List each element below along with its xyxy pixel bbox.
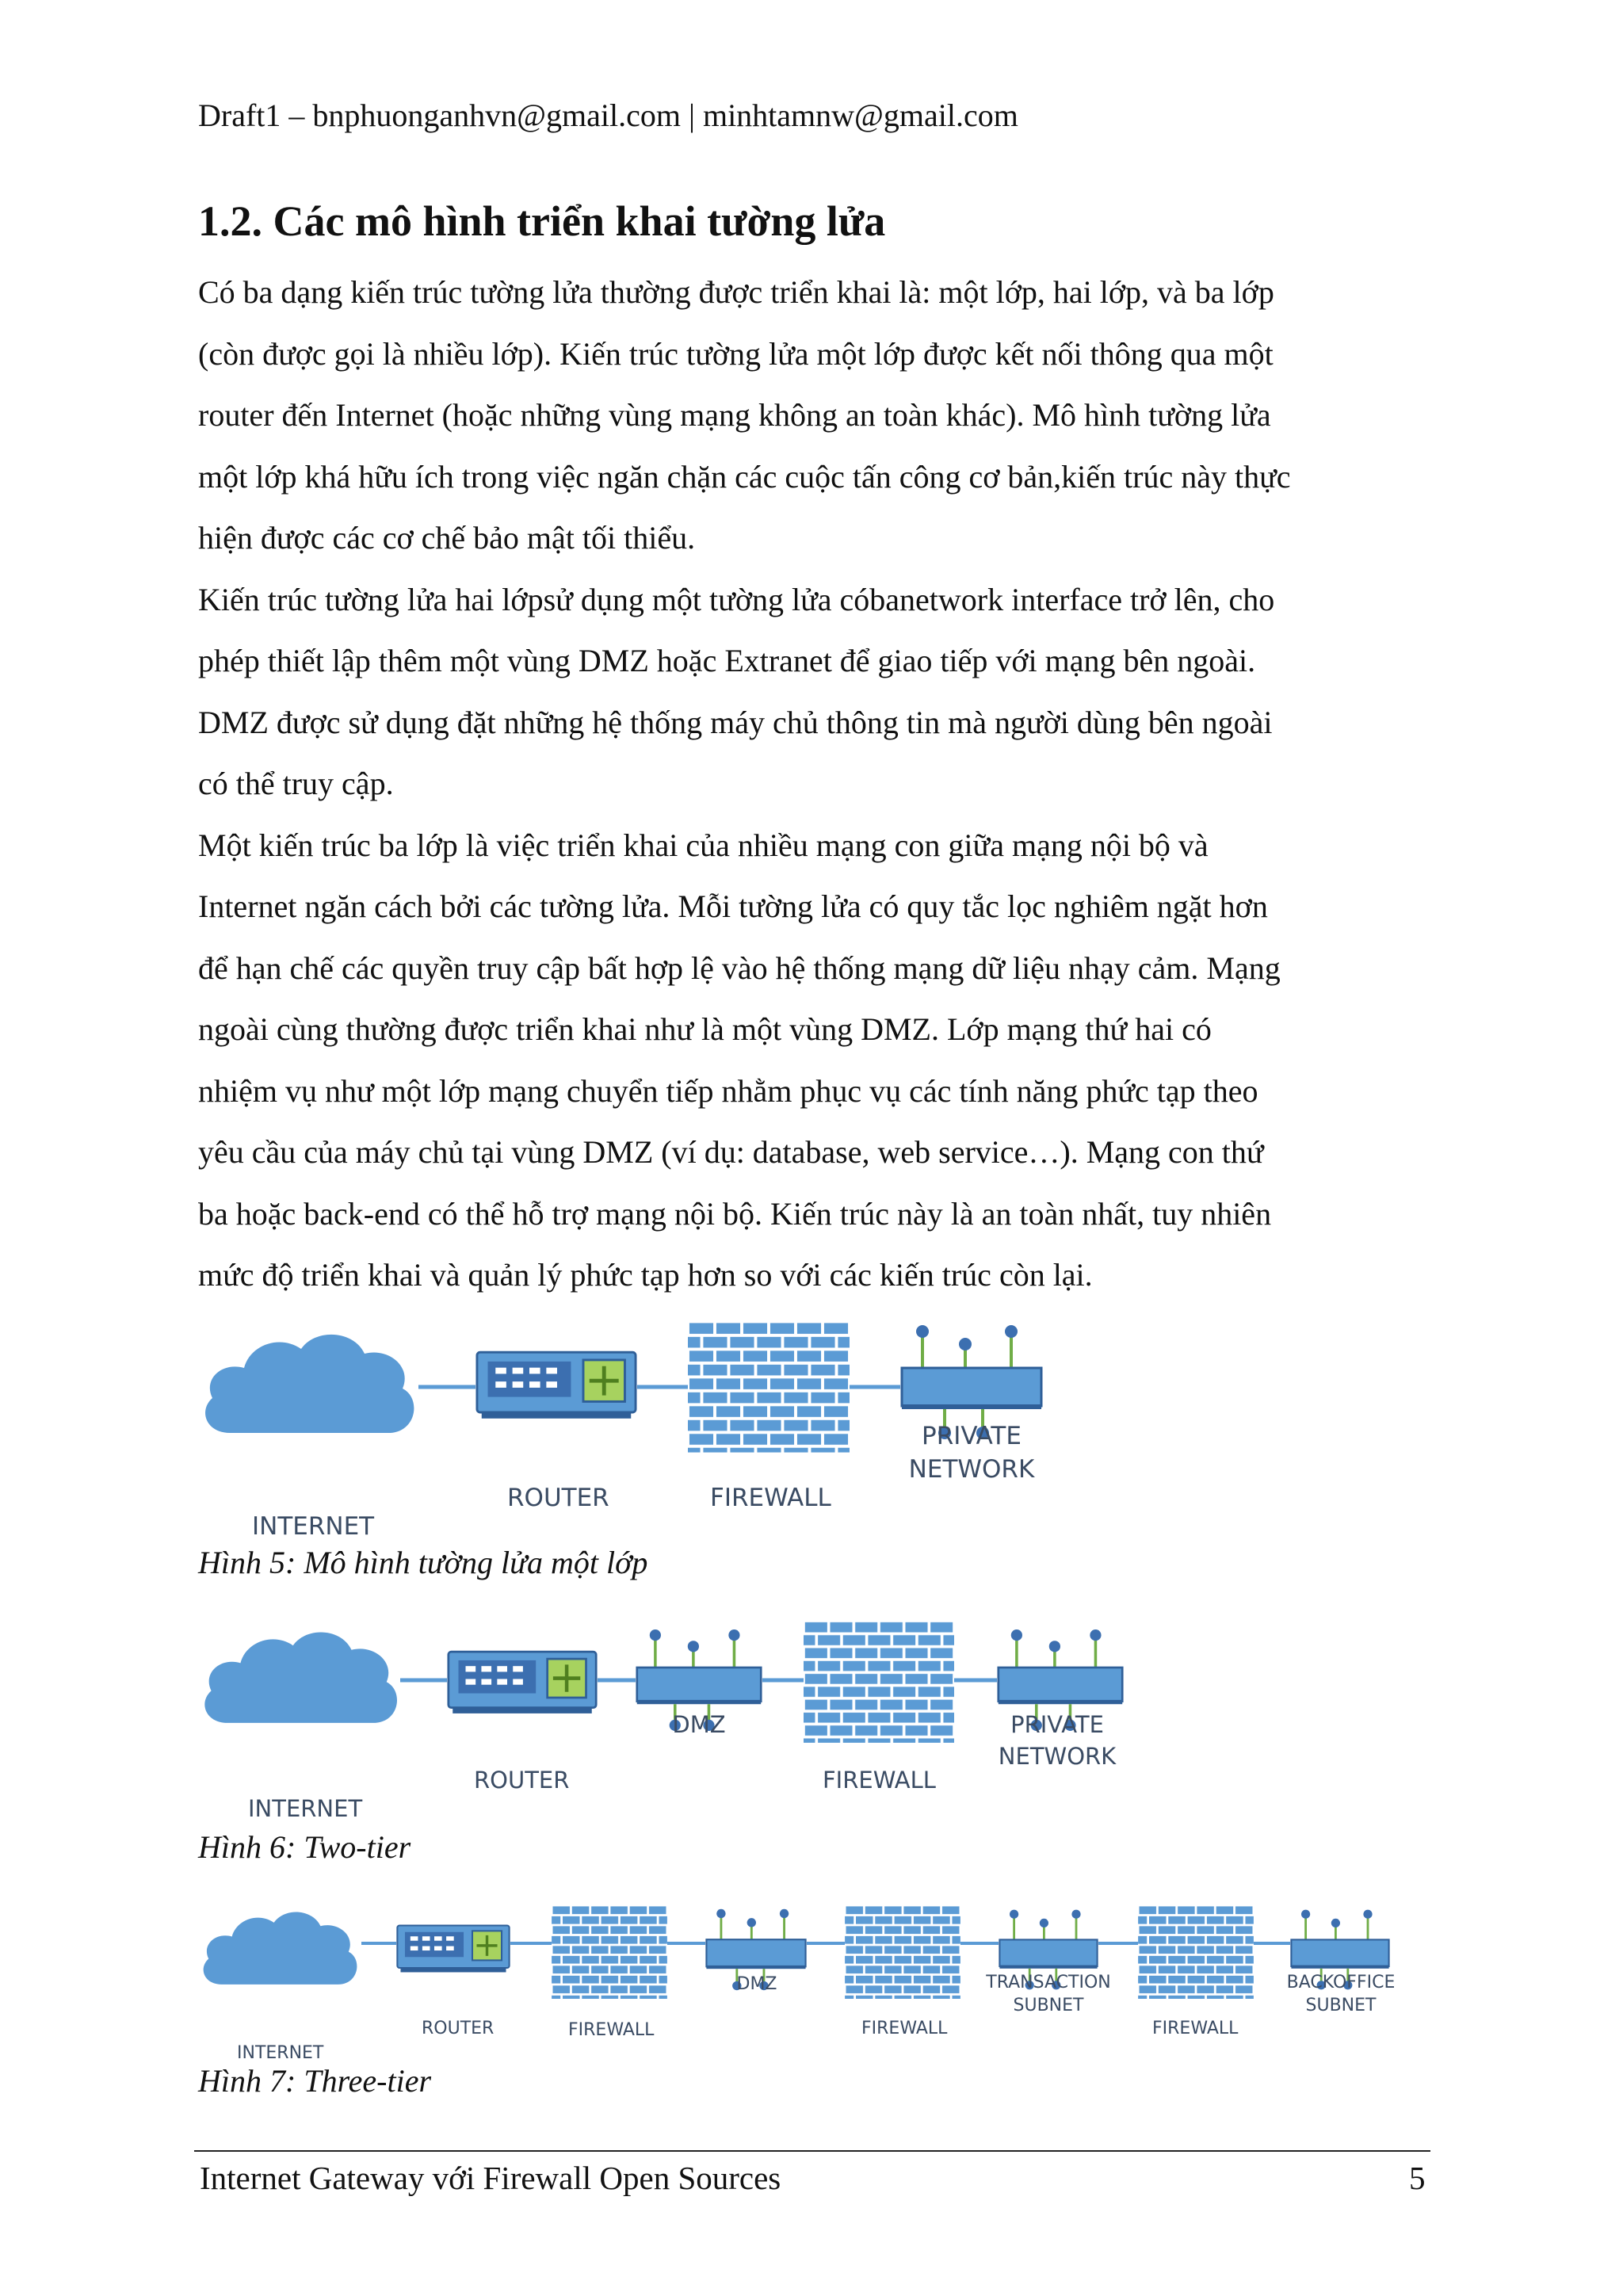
label-backoffice-subnet: SUBNET [1305,1996,1377,2015]
cloud-icon [204,1633,397,1723]
router-icon [397,1926,509,1973]
label-transaction-subnet: SUBNET [1013,1996,1084,2015]
router-icon [477,1352,636,1419]
body-line: có thể truy cập. [198,766,394,801]
figure5-caption: Hình 5: Mô hình tường lửa một lớp [198,1545,648,1580]
body-line: hiện được các cơ chế bảo mật tối thiểu. [198,520,696,556]
label-router: ROUTER [507,1484,609,1512]
footer-title: Internet Gateway với Firewall Open Sources [200,2160,781,2196]
firewall-icon [804,1621,954,1743]
cloud-icon [204,1912,357,1985]
body-line: ngoài cùng thường được triển khai như là một vùng DMZ. Lớp mạng thứ hai có [198,1011,1212,1047]
section-title: 1.2. Các mô hình triển khai tường lửa [198,197,886,245]
label-firewall: FIREWALL [1152,2019,1239,2038]
label-network: NETWORK [998,1743,1117,1770]
body-line: (còn được gọi là nhiều lớp). Kiến trúc tường lửa một lớp được kết nối thông qua một [198,335,1274,372]
label-private: PRIVATE [1010,1711,1104,1738]
body-line: phép thiết lập thêm một vùng DMZ hoặc Extranet để giao tiếp với mạng bên ngoài. [198,643,1256,678]
firewall-icon [552,1905,667,1999]
page-header: Draft1 – bnphuonganhvn@gmail.com | minhtamnw@gmail.com [198,97,1018,133]
body-text [198,262,1434,1306]
label-firewall: FIREWALL [823,1767,936,1794]
label-private: PRIVATE [922,1422,1022,1450]
label-backoffice: BACKOFFICE [1286,1973,1396,1992]
firewall-icon [688,1321,850,1452]
body-line: để hạn chế các quyền truy cập bất hợp lệ vào hệ thống mạng dữ liệu nhạy cảm. Mạng [198,949,1281,986]
figure-two-tier [0,1609,1623,1847]
firewall-icon [845,1905,960,1999]
label-dmz: DMZ [736,1974,777,1994]
label-dmz: DMZ [672,1711,726,1738]
body-line: ba hoặc back-end có thể hỗ trợ mạng nội bộ. Kiến trúc này là an toàn nhất, tuy nhiên [198,1195,1272,1232]
label-firewall: FIREWALL [861,2019,948,2038]
label-firewall: FIREWALL [710,1484,831,1512]
label-transaction: TRANSACTION [986,1973,1111,1992]
firewall-icon [1138,1905,1254,1999]
body-line: Một kiến trúc ba lớp là việc triển khai của nhiều mạng con giữa mạng nội bộ và [198,827,1209,863]
body-line: router đến Internet (hoặc những vùng mạng không an toàn khác). Mô hình tường lửa [198,397,1271,433]
figure7-caption: Hình 7: Three-tier [198,2063,432,2099]
figure-one-tier [0,1308,1623,1553]
body-line: Kiến trúc tường lửa hai lớpsử dụng một tường lửa cóbanetwork interface trở lên, cho [198,581,1275,617]
body-line: mức độ triển khai và quản lý phức tạp hơn so với các kiến trúc còn lại. [198,1257,1093,1293]
body-line: một lớp khá hữu ích trong việc ngăn chặn các cuộc tấn công cơ bản,kiến trúc này thực [198,458,1291,495]
footer-divider [194,2150,1430,2152]
body-line: yêu cầu của máy chủ tại vùng DMZ (ví dụ: database, web service…). Mạng con thứ [198,1134,1264,1170]
label-firewall: FIREWALL [568,2020,655,2040]
body-line: Có ba dạng kiến trúc tường lửa thường được triển khai là: một lớp, hai lớp, và ba lớp [198,274,1274,310]
label-router: ROUTER [474,1767,570,1794]
figure-three-tier [0,1886,1623,2076]
cloud-icon [205,1335,414,1433]
label-network: NETWORK [908,1455,1035,1484]
label-internet: INTERNET [252,1512,375,1541]
router-icon [449,1652,596,1713]
page-number: 5 [1409,2160,1426,2196]
label-internet: INTERNET [237,2043,324,2063]
body-line: DMZ được sử dụng đặt những hệ thống máy chủ thông tin mà người dùng bên ngoài [198,704,1273,740]
figure6-caption: Hình 6: Two-tier [198,1829,411,1865]
label-router: ROUTER [422,2019,495,2038]
body-line: Internet ngăn cách bởi các tường lửa. Mỗi tường lửa có quy tắc lọc nghiêm ngặt hơn [198,888,1268,924]
body-line: nhiệm vụ như một lớp mạng chuyển tiếp nhằm phục vụ các tính năng phức tạp theo [198,1072,1258,1109]
label-internet: INTERNET [248,1795,363,1822]
